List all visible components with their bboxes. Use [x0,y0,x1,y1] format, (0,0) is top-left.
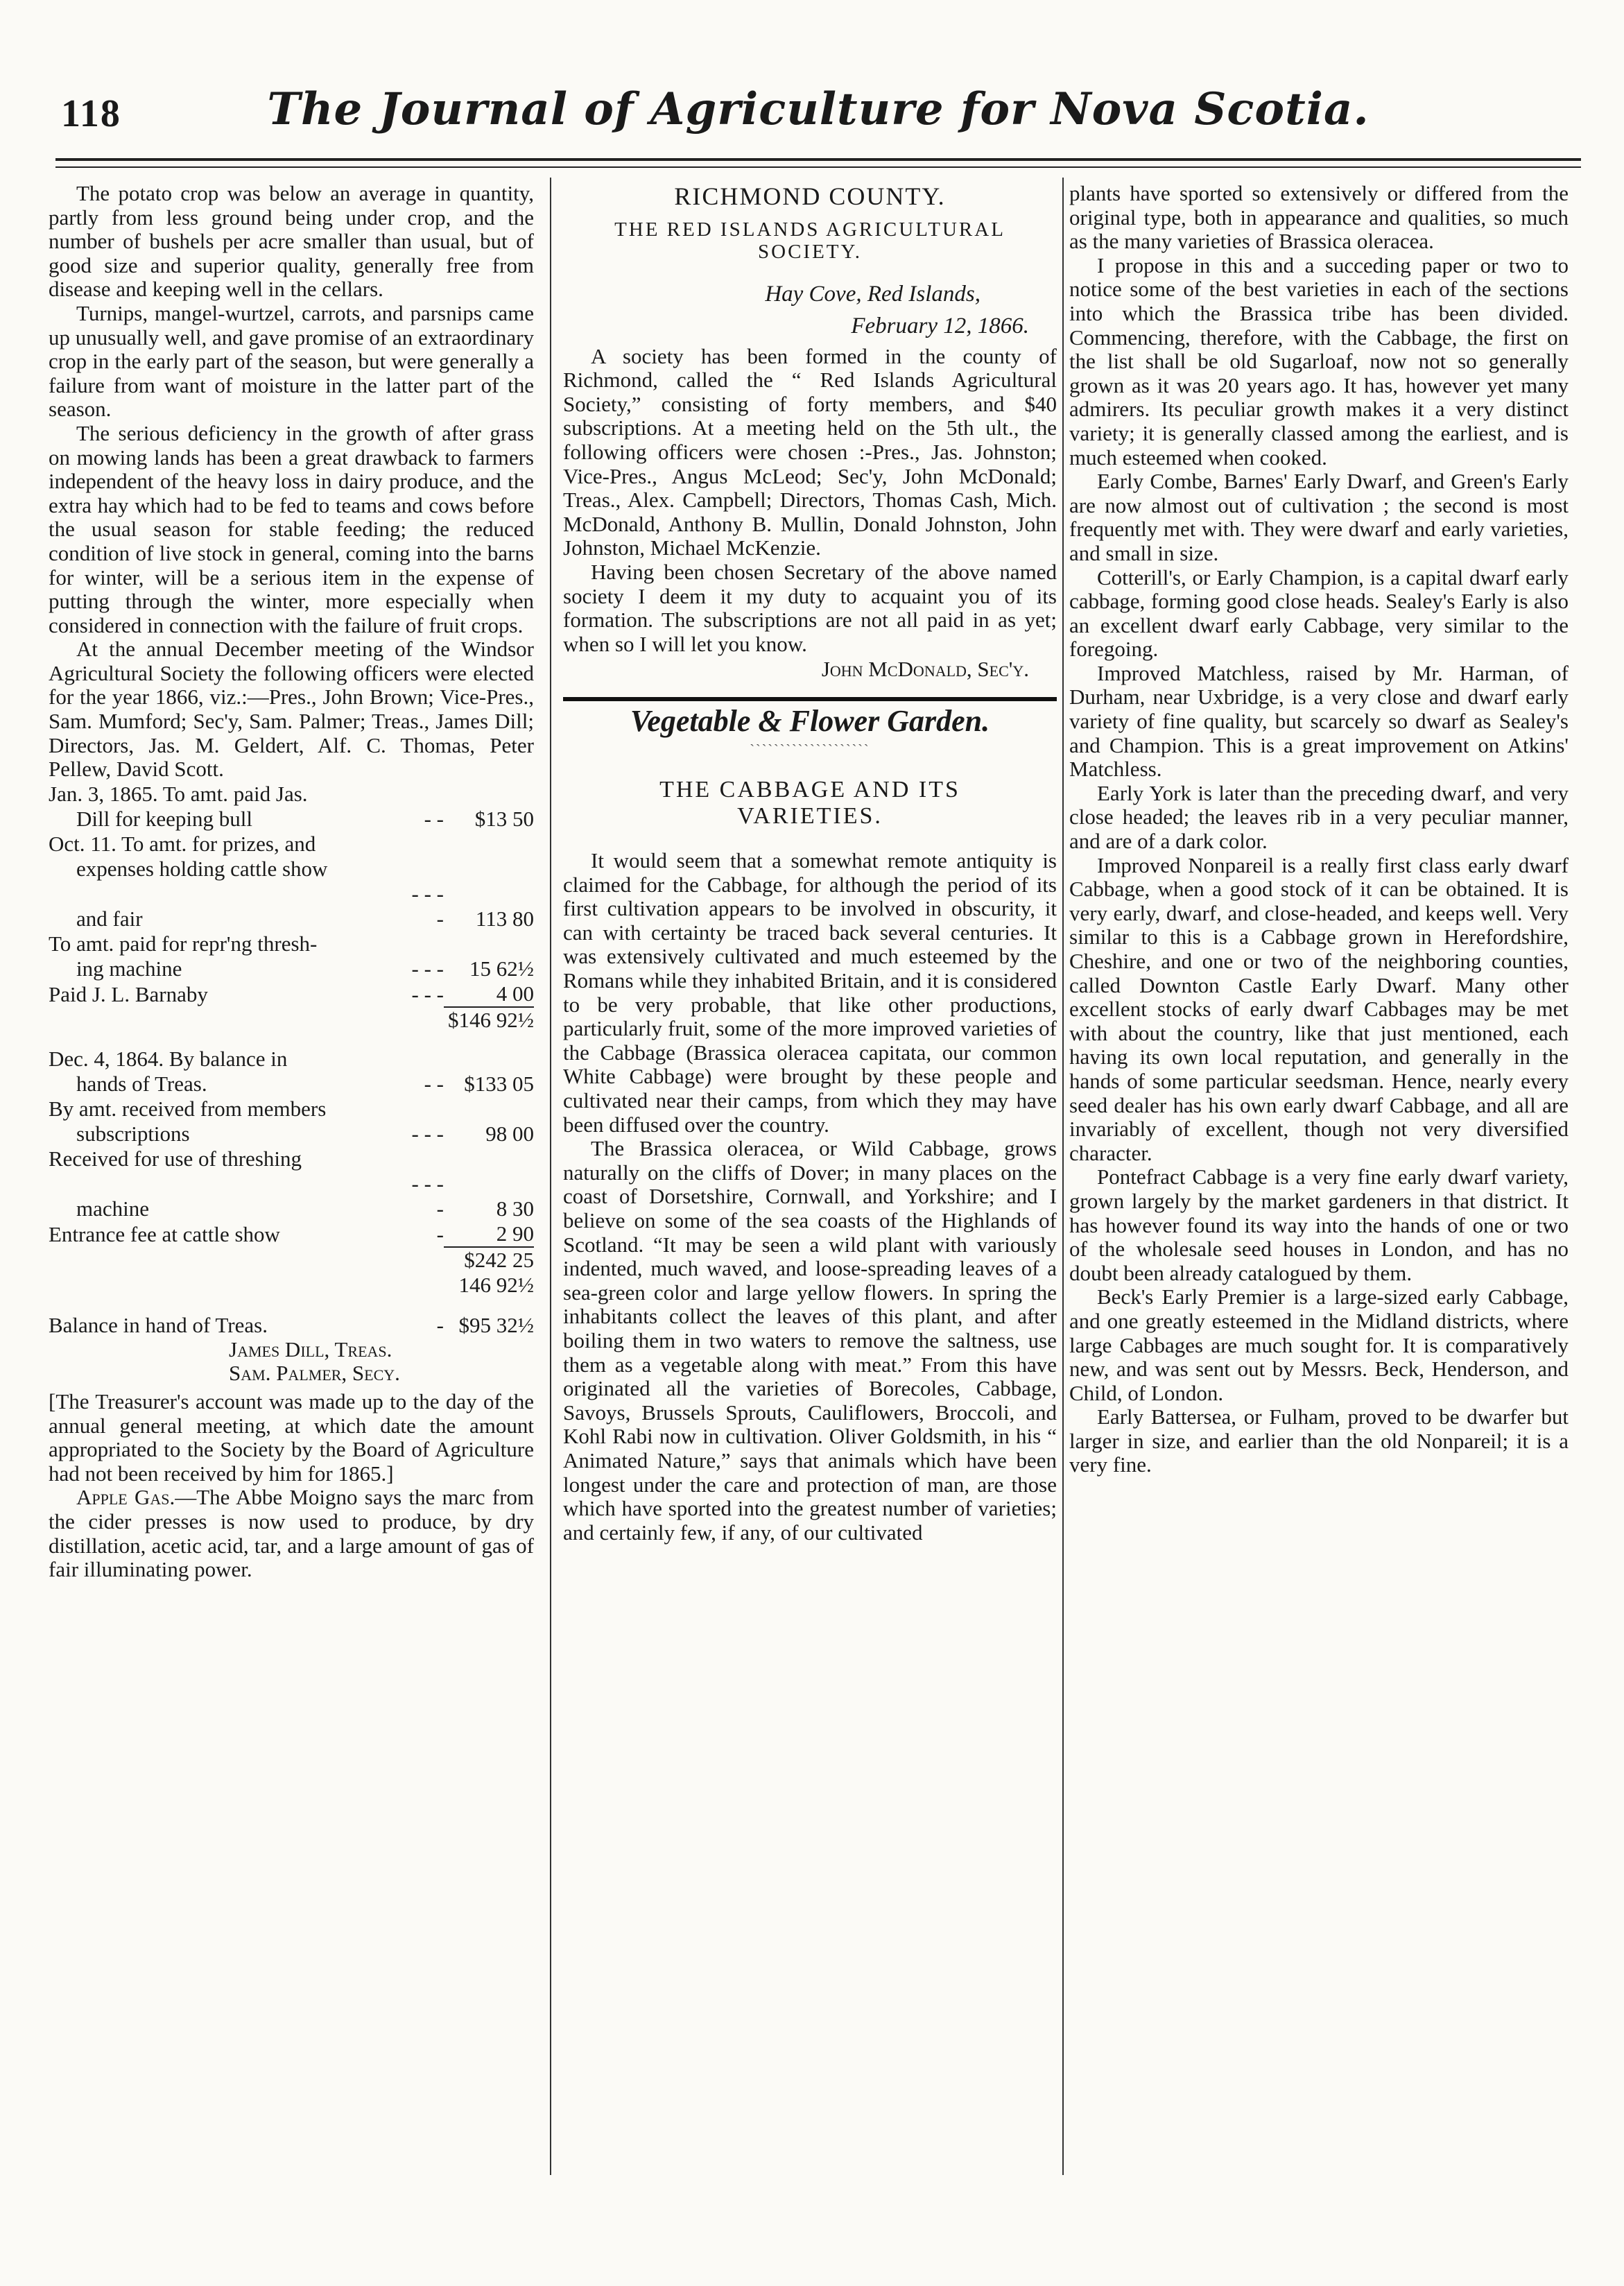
paragraph: The potato crop was below an average in quantity, partly from less ground being under crop, and the number of bushels per acre smaller than usual, but of good size and superior quality, generally free from disease and keeping well in the cellars. [49,181,534,302]
paragraph: Cotterill's, or Early Champion, is a capital dwarf early cabbage, forming good close heads. Sealey's Early is also an excellent dwarf early Cabbage, very similar to the foregoing. [1069,565,1569,662]
garden-section-heading: Vegetable & Flower Garden. [630,703,990,738]
signature-secretary: Sam. Palmer, Secy. [229,1361,400,1386]
account-item-label: expenses holding cattle show [76,856,328,881]
account-row [49,782,534,807]
account-item-amount: 113 80 [475,906,534,931]
paragraph: A society has been formed in the county of Richmond, called the “ Red Islands Agricultural Society,” consisting of forty members, and $40 subscriptions. At a meeting held on the 5th ult., the following officers were chosen :-Pres., Jas. Johnston; Vice-Pres., Angus McLeod; Sec'y, John McDonald; Treas., Alex. Campbell; Directors, Thomas Cash, Mich. McDonald, Anthony B. Mullin, Donald Johnston, John Johnston, Michael McKenzie. [563,343,1057,560]
apple-gas-lead: Apple Gas. [76,1485,175,1510]
account-row [49,857,534,882]
cabbage-article-heading: THE CABBAGE AND ITS VARIETIES. [659,777,960,830]
account-item-label: Dill for keeping bull [76,806,252,831]
account-item-label: Entrance fee at cattle show [49,1221,280,1246]
account-item-amount [444,832,534,857]
paragraph: Beck's Early Premier is a large-sized early Cabbage, and one greatly esteemed in the Midland districts, where large Cabbages are much sought for. It is comparatively new, and was sent out by Messrs. Beck, Henderson, and Child, of London. [1069,1284,1569,1405]
page-number: 118 [61,92,121,135]
signature-secretary-mcdonald: John McDonald, Sec'y. [821,657,1029,682]
paragraph: Turnips, mangel-wurtzel, carrots, and parsnips came up unusually well, and gave promise of an extraordinary crop in the early part of the season, but were generally a failure from want of moisture in the latter part of the season. [49,300,534,422]
account-item-label: ing machine [76,956,182,981]
account-row [49,1171,534,1221]
account-item-amount [444,1146,534,1171]
treasurer-account-debits [49,782,534,1033]
account-item-leader [409,1146,444,1171]
account-item-leader [409,1097,444,1121]
treasurer-account-credits [49,1047,534,1338]
account-item-leader: - - - [411,1121,444,1146]
account-row [49,956,534,981]
header-rule-thin [55,166,1581,168]
account-deduction: 146 92½ [458,1272,534,1297]
account-item-label: hands of Treas. [76,1071,207,1096]
ornamental-divider: ˋˋˋˋˋˋˋˋˋˋˋˋˋˋˋˋˋˋˋˋ [750,741,870,757]
apple-gas-paragraph [49,1486,534,1581]
paragraph: I propose in this and a succeding paper or two to notice some of the best varieties in each of the sections into which the Brassica tribe has been divided. Commencing, therefore, with the Cabbage, the first on the list shall be old Sugarloaf, now not so generally grown as it was 20 years ago. It has, however yet many admirers. Its peculiar growth makes it a very distinct variety; it is generally classed among the earliest, and is much esteemed when cooked. [1069,252,1569,470]
column-divider-2 [1062,178,1064,2175]
paragraph: Having been chosen Secretary of the above named society I deem it my duty to acquaint you of its formation. The subscriptions are not all paid in as yet; when so I will let you know. [563,559,1057,656]
account-item-amount [444,857,534,882]
paragraph: It would seem that a somewhat remote antiquity is claimed for the Cabbage, for although the period of its first cultivation appears to be involved in obscurity, it can with certainty be traced back several centuries. It was extensively cultivated and much esteemed by the Romans while they inhabited Britain, and it is considered to be very probable, that like other productions, particularly fruit, some of the more improved varieties of the Cabbage (Brassica oleracea capitata, our common White Cabbage) were brought by these people and cultivated near their camps, from which they may have been diffused over the country. [563,848,1057,1137]
account-row [49,981,534,1007]
account-subtotal: $242 25 [444,1247,534,1273]
section-rule-thick [563,697,1057,701]
account-item-label: Oct. 11. To amt. for prizes, and [49,831,316,856]
paragraph: Pontefract Cabbage is a very fine early dwarf variety, grown largely by the market gardeners in that district. It has however found its way into the hands of one or two of the wholesale seed houses in London, and has no doubt been already catalogued by them. [1069,1165,1569,1285]
account-total-row [49,1247,534,1273]
paragraph: Early Battersea, or Fulham, proved to be dwarfer but larger in size, and earlier than the old Nonpareil; it is a very fine. [1069,1404,1569,1477]
account-row [49,832,534,857]
paragraph: At the annual December meeting of the Windsor Agricultural Society the following officers were elected for the year 1866, viz.:—Pres., John Brown; Vice-Pres., Sam. Mumford; Sec'y, Sam. Palmer; Treas., James Dill; Directors, Jas. M. Geldert, Alf. C. Thomas, Peter Pellew, David Scott. [49,637,534,782]
account-item-leader: - - - - [411,1171,444,1221]
account-item-label: subscriptions [76,1121,190,1146]
account-item-leader [409,931,444,956]
account-item-label: Received for use of threshing [49,1146,302,1171]
account-row [49,807,534,832]
paragraph: Improved Matchless, raised by Mr. Harman, of Durham, near Uxbridge, is a very close and dwarf early variety of fine quality, but scarcely so dwarf as Sealey's and Champion. This is a great improvement on Atkins' Matchless. [1069,660,1569,782]
account-item-leader: - - - [411,956,444,981]
account-item-amount [444,1097,534,1121]
account-item-amount: 15 62½ [469,956,534,981]
balance-dash: - [436,1312,444,1337]
column-3 [1069,182,1569,1477]
account-row [49,1097,534,1121]
column-1 [49,182,534,1582]
paragraph: The serious deficiency in the growth of after grass on mowing lands has been a great drawback to farmers independent of the heavy loss in dairy produce, and the extra hay which had to be fed to teams and cows before the usual season for stable feeding; the reduced condition of live stock in general, coming into the barns for winter, will be a serious item in the expense of putting through the winter, more especially when considered in connection with the failure of fruit crops. [49,420,534,637]
account-deduct-row [49,1273,534,1298]
column-2 [563,182,1057,1545]
account-item-amount [444,782,534,807]
dateline-place: Hay Cove, Red Islands, [765,281,981,307]
account-item-amount [444,1047,534,1072]
account-row [49,1121,534,1146]
balance-row [49,1313,534,1338]
account-row [49,1221,534,1247]
dateline-date: February 12, 1866. [851,313,1029,338]
society-heading: THE RED ISLANDS AGRICULTURAL SOCIETY. [614,218,1005,263]
balance-amount: $95 32½ [458,1312,534,1337]
paragraph: The Brassica oleracea, or Wild Cabbage, grows naturally on the cliffs of Dover; in many places on the coast of Dorsetshire, Cornwall, and Yorkshire; and I believe on some of the sea coasts of the Highlands of Scotland. “It may be seen a wild plant with variously indented, much waved, and loose-spreading leaves of a sea-green color and large yellow flowers. In spring the inhabitants collect the leaves of this plant, and after boiling them in two waters to remove the saltness, use them as a vegetable along with meat.” From this have originated all the varieties of Borecoles, Cabbage, Savoys, Brussels Sprouts, Cauliflowers, Broccoli, and Kohl Rabi now in cultivation. Oliver Goldsmith, in his “ Animated Nature,” says that animals which have been longest under the care and protection of man, are those which have sported into the greatest number of varieties; and certainly few, if any, of our cultivated [563,1136,1057,1545]
apple-gas-text: —The Abbe Moigno says the marc from the cider presses is now used to produce, by dry distillation, acetic acid, tar, and a large amount of gas of fair illuminating power. [49,1485,535,1582]
account-row [49,931,534,956]
note-text: [The Treasurer's account was made up to the day of the annual general meeting, at which date the amount appropriated to the Society by the Board of Agriculture had not been received by him for 1865.] [49,1389,534,1486]
account-item-amount: 2 90 [496,1221,534,1246]
paragraph: plants have sported so extensively or differed from the original type, both in appearance and qualities, so much as the many varieties of Brassica oleracea. [1069,181,1569,254]
account-total-row [49,1007,534,1033]
account-row [49,1146,534,1171]
account-total: $146 92½ [444,1007,534,1033]
account-item-leader [409,1047,444,1072]
paragraph: Early Combe, Barnes' Early Dwarf, and Green's Early are now almost out of cultivation ; the second is most frequently met with. They were dwarf and early varieties, and small in size. [1069,469,1569,565]
header-rule-thick [55,158,1581,161]
account-item-label: To amt. paid for repr'ng thresh- [49,931,318,956]
account-item-leader: - - - - [411,881,444,931]
signature-treasurer: James Dill, Treas. [229,1337,392,1361]
account-item-amount: 98 00 [485,1121,534,1146]
account-item-amount: $13 50 [474,806,534,831]
column-divider-1 [550,178,551,2175]
account-row [49,1072,534,1097]
account-item-amount [444,931,534,956]
account-item-leader: - - [424,806,444,831]
page-header [49,83,1588,160]
account-item-leader [409,857,444,882]
county-heading: RICHMOND COUNTY. [674,182,946,210]
paragraph: Improved Nonpareil is a really first class early dwarf Cabbage, when a good stock of it can be obtained. It is very early, dwarf, and close-headed, and keeps well. Very similar to this is a Cabbage grown in Herefordshire, Cheshire, and one or two of the neighboring counties, called Downton Castle Early Dwarf. Many other excellent stocks of early dwarf Cabbages may be met with about the country, like that just mentioned, each having its own local reputation, and generally in the hands of some particular seedsman. Hence, nearly every seed dealer has his own early dwarf Cabbage, and all are invariably of excellent, though not very diversified character. [1069,852,1569,1165]
account-item-amount: $133 05 [464,1071,534,1096]
account-item-label: machine [76,1196,150,1221]
account-item-leader: - - - [411,981,444,1006]
paragraph: Early York is later than the preceding dwarf, and very close headed; the leaves rib in a very peculiar manner, and are of a dark color. [1069,780,1569,854]
account-item-label: By amt. received from members [49,1096,327,1121]
account-row [49,1047,534,1072]
treasurer-note [49,1390,534,1486]
account-item-amount: 8 30 [496,1196,534,1221]
account-item-label: Dec. 4, 1864. By balance in [49,1046,288,1071]
balance-label: Balance in hand of Treas. [49,1312,268,1337]
account-item-label: Jan. 3, 1865. To amt. paid Jas. [49,781,308,806]
account-item-leader: - - [424,1071,444,1096]
account-item-leader [409,832,444,857]
account-item-leader [409,782,444,807]
account-item-leader: - [436,1221,444,1246]
account-item-amount: 4 00 [496,981,534,1006]
account-item-label: Paid J. L. Barnaby [49,981,208,1006]
journal-title: The Journal of Agriculture for Nova Scotia. [267,83,1370,135]
account-item-label: and fair [76,906,143,931]
account-row [49,882,534,931]
